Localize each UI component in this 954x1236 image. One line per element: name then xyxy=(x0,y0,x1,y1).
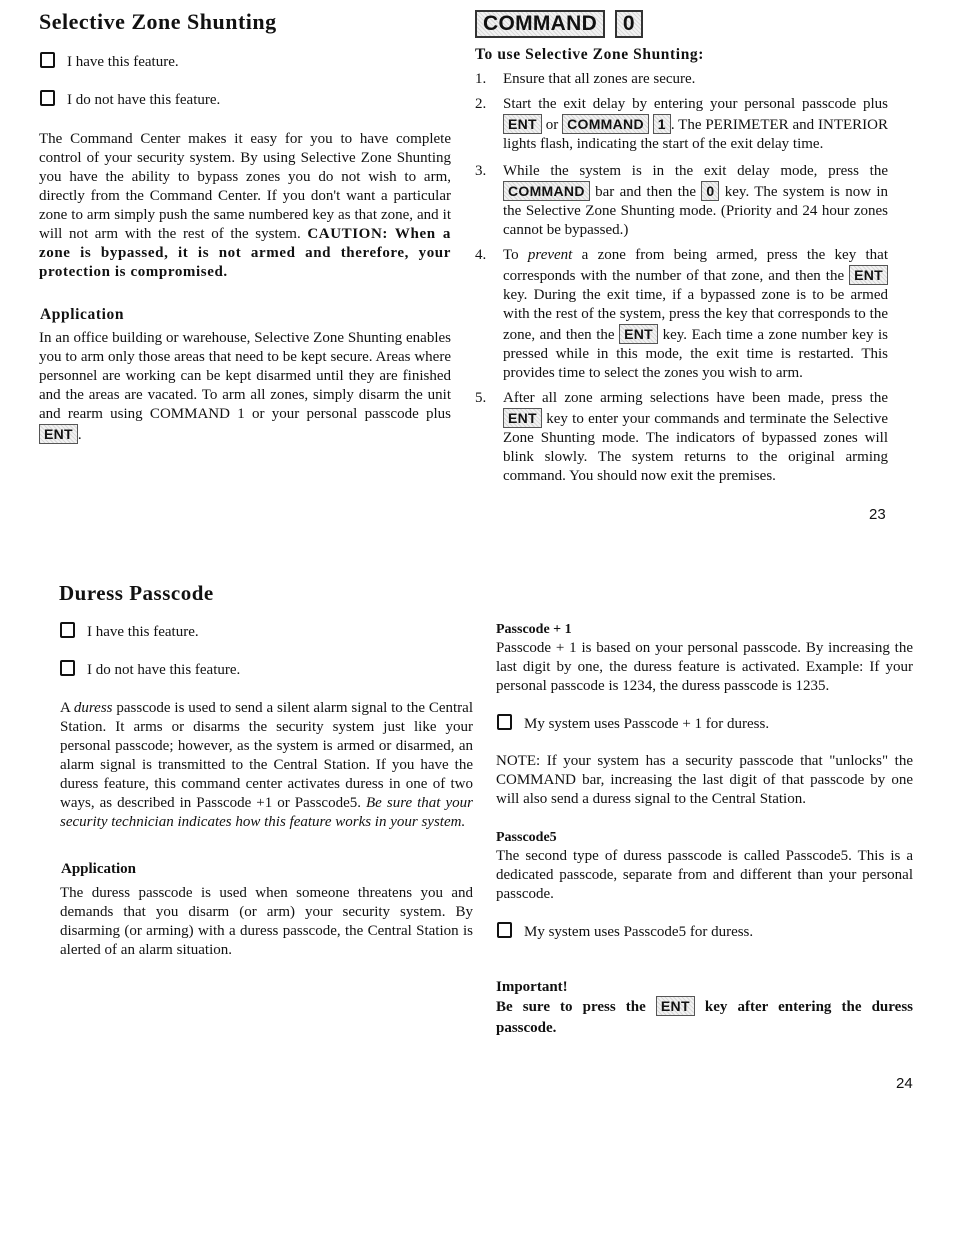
command-key-icon: COMMAND xyxy=(475,10,605,38)
important-heading: Important! xyxy=(496,979,568,995)
note-paragraph: NOTE: If your system has a security passcode that "unlocks" the COMMAND bar, increasing the last digit of that passcode by one will also send a duress signal to the Central Station. xyxy=(496,753,913,807)
checkbox-icon[interactable] xyxy=(60,622,75,638)
have-feature-option[interactable] xyxy=(60,622,470,642)
step-4: 4. To prevent a zone from being armed, press the key that corresponds with the number of that zone, and then the ENT key. During the exit time, if a bypassed zone is to be armed with the rest of the system, press the key that corresponds to the zone, and then the ENT key. Each time a zone number key is pressed while in this mode, the exit time is restarted. This provides time to select the zones you wish to arm. xyxy=(475,247,889,381)
checkbox-icon[interactable] xyxy=(40,90,55,106)
one-key: 1 xyxy=(653,114,671,134)
zero-key: 0 xyxy=(701,181,719,201)
step-2: 2. Start the exit delay by entering your personal passcode plus ENT or COMMAND 1 . The PERIMETER and INTERIOR lights flash, indicating the start of the exit delay time. xyxy=(475,96,889,152)
application-heading: Application xyxy=(61,861,137,877)
ent-key: ENT xyxy=(656,996,695,1016)
checkbox-icon[interactable] xyxy=(497,922,512,938)
passcode-plus-one-paragraph: Passcode + 1 is based on your personal passcode. By increasing the last digit by one, the duress feature is activated. Example: If your personal passcode is 1234, the duress passcode is 1235. xyxy=(496,640,913,694)
passcode5-paragraph: The second type of duress passcode is called Passcode5. This is a dedicated passcode, separate from and different than your personal passcode. xyxy=(496,848,913,902)
command-key: COMMAND xyxy=(503,181,590,201)
step-1: 1. Ensure that all zones are secure. xyxy=(475,71,696,87)
zero-key-icon: 0 xyxy=(615,10,643,38)
intro-paragraph xyxy=(39,130,451,282)
period: . xyxy=(77,427,82,443)
passcode-plus-one-heading: Passcode + 1 xyxy=(496,622,572,637)
checkbox-icon[interactable] xyxy=(60,660,75,676)
ent-key: ENT xyxy=(849,265,888,285)
duress-intro-paragraph: A duress passcode is used to send a silent alarm signal to the Central Station. It arms or disarms the security system just like your personal passcode; however, as the system is armed or disarmed, an alarm signal is transmitted to the Central Station. If you have the duress feature, this command center activates duress in one of two ways, as described in Passcode +1 or Passcode5. Be sure that your security technician indicates how this feature works in your system. xyxy=(60,700,474,830)
page-number-24: 24 xyxy=(896,1075,913,1092)
application-text: In an office building or warehouse, Selective Zone Shunting enables you to arm only those areas that need to be kept secure. Areas where personnel are working can be kept disarmed until they are finished and the areas are vacated. To arm all zones, simply disarm the unit and rearm using COMMAND 1 or your personal passcode plus xyxy=(39,330,451,422)
command-0-header xyxy=(475,10,643,38)
passcode5-option[interactable]: My system uses Passcode5 for duress. xyxy=(497,922,914,942)
howto-heading: To use Selective Zone Shunting: xyxy=(475,46,705,63)
not-have-feature-option[interactable] xyxy=(40,90,460,110)
ent-key: ENT xyxy=(503,408,542,428)
step-3: 3. While the system is in the exit delay mode, press the COMMAND bar and then the 0 key. The system is now in the Selective Zone Shunting mode. (Priority and 24 hour zones cannot be bypassed.) xyxy=(475,163,889,238)
page-title-selective-zone-shunting: Selective Zone Shunting xyxy=(39,9,277,34)
ent-key: ENT xyxy=(619,324,658,344)
ent-key: ENT xyxy=(39,424,78,444)
not-have-feature-option[interactable] xyxy=(60,660,470,680)
command-key: COMMAND xyxy=(562,114,649,134)
have-feature-label: I have this feature. xyxy=(87,624,199,640)
passcode-plus-one-option[interactable]: My system uses Passcode + 1 for duress. xyxy=(497,714,914,734)
checkbox-icon[interactable] xyxy=(497,714,512,730)
application-paragraph xyxy=(39,329,451,445)
application-paragraph: The duress passcode is used when someone threatens you and demands that you disarm (or arm) your security system. By disarming (or arming) with a duress passcode, the Central Station is alerted of an alarm situation. xyxy=(60,885,473,958)
important-paragraph: Be sure to press the ENT key after entering the duress passcode. xyxy=(496,998,913,1036)
checkbox-icon[interactable] xyxy=(40,52,55,68)
not-have-feature-label: I do not have this feature. xyxy=(87,662,241,678)
caution-text: CAUTION: When a zone is bypassed, it is not armed and therefore, your protection is compromised. xyxy=(39,226,451,280)
ent-key: ENT xyxy=(503,114,542,134)
intro-text: The Command Center makes it easy for you to have complete control of your security system. By using Selective Zone Shunting you have the ability to bypass zones you do not wish to arm, directly from the Command Center. If you don't want a particular zone to arm simply push the same numbered key as that zone, and it will not arm with the rest of the system. xyxy=(39,131,451,242)
application-heading: Application xyxy=(40,306,125,323)
passcode5-heading: Passcode5 xyxy=(496,830,557,845)
step-5: 5. After all zone arming selections have been made, press the ENT key to enter your commands and terminate the Selective Zone Shunting mode. The indicators of bypassed zones will blink slowly. The system returns to the original arming command. You should now exit the premises. xyxy=(475,390,889,484)
have-feature-label: I have this feature. xyxy=(67,54,179,70)
page-title-duress-passcode: Duress Passcode xyxy=(59,581,214,605)
not-have-feature-label: I do not have this feature. xyxy=(67,92,221,108)
steps-list xyxy=(475,70,888,492)
have-feature-option[interactable] xyxy=(40,52,460,72)
page-number-23: 23 xyxy=(869,506,886,523)
